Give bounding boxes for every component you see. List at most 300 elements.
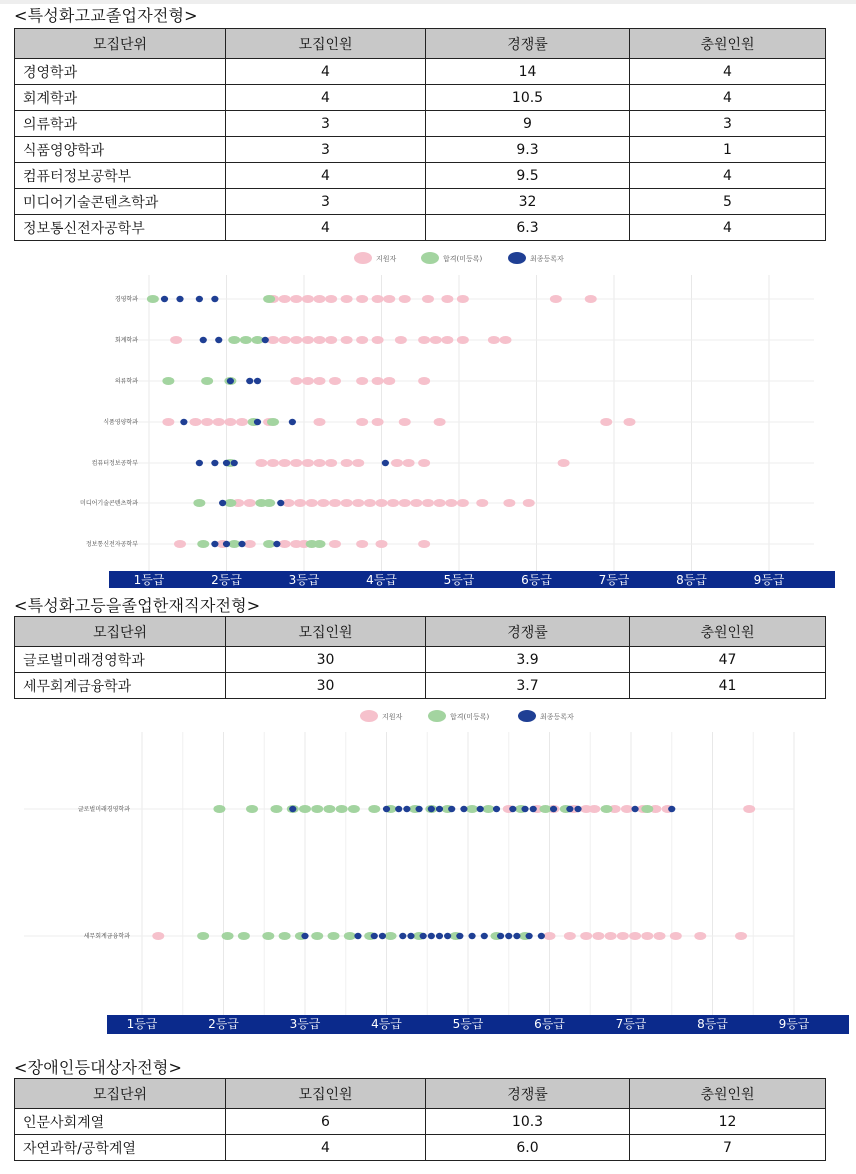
- header-unit: 모집단위: [15, 617, 226, 647]
- table-row: [15, 647, 826, 673]
- data-point: [255, 459, 267, 467]
- data-point: [314, 336, 326, 344]
- table-header-row: [15, 29, 826, 59]
- legend-label: 지원자: [382, 713, 403, 721]
- data-point: [376, 499, 388, 507]
- data-point: [223, 541, 230, 547]
- data-point: [477, 806, 484, 812]
- data-point: [176, 296, 183, 302]
- data-point: [238, 541, 245, 547]
- data-point: [468, 933, 475, 939]
- data-point: [457, 336, 469, 344]
- header-competition: 경쟁률: [426, 617, 630, 647]
- legend-label: 최종등록자: [530, 255, 564, 263]
- data-point: [654, 932, 666, 940]
- data-point: [231, 460, 238, 466]
- data-point: [418, 540, 430, 548]
- data-point: [314, 418, 326, 426]
- table-row: [15, 59, 826, 85]
- header-quota: 모집인원: [226, 1079, 426, 1109]
- data-point: [161, 296, 168, 302]
- cell-filled: 47: [630, 647, 826, 673]
- cell-filled: 1: [630, 137, 826, 163]
- data-point: [290, 336, 302, 344]
- cell-quota: 3: [226, 111, 426, 137]
- data-point: [311, 805, 323, 813]
- data-point: [323, 805, 335, 813]
- x-tick-label: 5등급: [443, 573, 475, 587]
- cell-filled: 5: [630, 189, 826, 215]
- data-point: [441, 336, 453, 344]
- data-point: [267, 418, 279, 426]
- data-point: [348, 805, 360, 813]
- data-point: [600, 418, 612, 426]
- table-disabled: [14, 1078, 826, 1161]
- data-point: [624, 418, 636, 426]
- table-row: [15, 137, 826, 163]
- data-point: [147, 295, 159, 303]
- data-point: [574, 806, 581, 812]
- table-row: [15, 1135, 826, 1161]
- data-point: [376, 540, 388, 548]
- data-point: [513, 933, 520, 939]
- data-point: [372, 295, 384, 303]
- data-point: [317, 499, 329, 507]
- data-point: [356, 418, 368, 426]
- data-point: [336, 805, 348, 813]
- header-competition: 경쟁률: [426, 1079, 630, 1109]
- data-point: [270, 805, 282, 813]
- data-point: [550, 295, 562, 303]
- data-point: [301, 933, 308, 939]
- table-row: [15, 673, 826, 699]
- data-point: [544, 932, 556, 940]
- table-row: [15, 1109, 826, 1135]
- data-point: [430, 336, 442, 344]
- x-tick-label: 8등급: [676, 573, 707, 587]
- data-point: [418, 377, 430, 385]
- data-point: [482, 805, 494, 813]
- cell-competition: 32: [426, 189, 630, 215]
- data-point: [197, 540, 209, 548]
- data-point: [521, 806, 528, 812]
- data-point: [262, 932, 274, 940]
- data-point: [601, 805, 613, 813]
- header-quota: 모집인원: [226, 29, 426, 59]
- category-label: 세무회계금융학과: [83, 933, 130, 940]
- x-tick-label: 3등급: [288, 573, 320, 587]
- header-filled: 충원인원: [630, 1079, 826, 1109]
- data-point: [476, 499, 488, 507]
- data-point: [314, 295, 326, 303]
- cell-quota: 6: [226, 1109, 426, 1135]
- cell-unit: 미디어기술콘텐츠학과: [15, 189, 226, 215]
- data-point: [356, 540, 368, 548]
- cell-competition: 14: [426, 59, 630, 85]
- data-point: [267, 459, 279, 467]
- cell-unit: 컴퓨터정보공학부: [15, 163, 226, 189]
- data-point: [395, 336, 407, 344]
- data-point: [356, 336, 368, 344]
- cell-filled: 12: [630, 1109, 826, 1135]
- cell-unit: 의류학과: [15, 111, 226, 137]
- data-point: [416, 806, 423, 812]
- legend-label: 지원자: [376, 255, 397, 263]
- x-tick-label: 9등급: [778, 1017, 810, 1031]
- data-point: [368, 805, 380, 813]
- data-point: [201, 418, 213, 426]
- data-point: [466, 805, 478, 813]
- data-point: [325, 459, 337, 467]
- section-title-vocational-graduates: <특성화고교졸업자전형>: [14, 6, 198, 25]
- legend-marker: [360, 710, 378, 722]
- data-point: [314, 377, 326, 385]
- cell-quota: 4: [226, 59, 426, 85]
- data-point: [246, 378, 253, 384]
- data-point: [371, 933, 378, 939]
- header-filled: 충원인원: [630, 29, 826, 59]
- category-label: 글로벌미래경영학과: [77, 806, 130, 813]
- data-point: [170, 336, 182, 344]
- x-tick-label: 6등급: [521, 573, 552, 587]
- cell-unit: 글로벌미래경영학과: [15, 647, 226, 673]
- data-point: [228, 336, 240, 344]
- data-point: [299, 805, 311, 813]
- data-point: [641, 805, 653, 813]
- data-point: [558, 459, 570, 467]
- header-filled: 충원인원: [630, 617, 826, 647]
- data-point: [244, 499, 256, 507]
- data-point: [668, 806, 675, 812]
- data-point: [364, 499, 376, 507]
- data-point: [197, 932, 209, 940]
- cell-filled: 4: [630, 215, 826, 241]
- x-tick-label: 2등급: [211, 573, 242, 587]
- cell-competition: 3.9: [426, 647, 630, 673]
- data-point: [383, 806, 390, 812]
- data-point: [306, 499, 318, 507]
- data-point: [273, 541, 280, 547]
- data-point: [328, 932, 340, 940]
- cell-filled: 41: [630, 673, 826, 699]
- data-point: [254, 419, 261, 425]
- x-tick-label: 1등급: [133, 573, 165, 587]
- data-point: [372, 377, 384, 385]
- section-title-disabled: <장애인등대상자전형>: [14, 1058, 183, 1077]
- chart-svg: [14, 245, 835, 588]
- data-point: [294, 499, 306, 507]
- category-label: 정보통신전자공학부: [85, 541, 138, 548]
- cell-competition: 9.5: [426, 163, 630, 189]
- data-point: [488, 336, 500, 344]
- x-tick-label: 4등급: [366, 573, 397, 587]
- cell-quota: 30: [226, 647, 426, 673]
- data-point: [743, 805, 755, 813]
- data-point: [434, 418, 446, 426]
- chart-svg: [14, 704, 849, 1034]
- data-point: [314, 540, 326, 548]
- data-point: [538, 933, 545, 939]
- cell-quota: 4: [226, 85, 426, 111]
- data-point: [279, 932, 291, 940]
- category-label: 미디어기술콘텐츠학과: [80, 500, 138, 507]
- data-point: [434, 499, 446, 507]
- table-row: [15, 85, 826, 111]
- data-point: [254, 378, 261, 384]
- legend-label: 합격(미등록): [450, 713, 490, 721]
- data-point: [418, 336, 430, 344]
- data-point: [219, 500, 226, 506]
- legend-marker: [354, 252, 372, 264]
- data-point: [344, 932, 356, 940]
- data-point: [162, 418, 174, 426]
- x-tick-label: 7등급: [615, 1017, 647, 1031]
- data-point: [227, 378, 234, 384]
- table-row: [15, 163, 826, 189]
- data-point: [422, 295, 434, 303]
- data-point: [382, 460, 389, 466]
- category-label: 컴퓨터정보공학부: [91, 460, 138, 467]
- data-point: [152, 932, 164, 940]
- cell-quota: 30: [226, 673, 426, 699]
- data-point: [500, 336, 512, 344]
- data-point: [410, 499, 422, 507]
- scatter-chart-employed-vocational: [14, 704, 849, 1034]
- data-point: [399, 499, 411, 507]
- cell-competition: 9.3: [426, 137, 630, 163]
- data-point: [418, 459, 430, 467]
- data-point: [262, 337, 269, 343]
- data-point: [289, 806, 296, 812]
- data-point: [588, 805, 600, 813]
- data-point: [211, 296, 218, 302]
- data-point: [605, 932, 617, 940]
- data-point: [403, 459, 415, 467]
- data-point: [617, 932, 629, 940]
- cell-quota: 4: [226, 215, 426, 241]
- data-point: [493, 806, 500, 812]
- data-point: [341, 336, 353, 344]
- data-point: [211, 541, 218, 547]
- scatter-chart-vocational-graduates: [14, 245, 835, 588]
- data-point: [224, 418, 236, 426]
- cell-quota: 3: [226, 137, 426, 163]
- data-point: [407, 933, 414, 939]
- data-point: [302, 336, 314, 344]
- x-tick-label: 8등급: [697, 1017, 728, 1031]
- data-point: [436, 806, 443, 812]
- cell-quota: 4: [226, 163, 426, 189]
- data-point: [445, 499, 457, 507]
- data-point: [277, 500, 284, 506]
- data-point: [236, 418, 248, 426]
- category-label: 의류학과: [114, 378, 138, 385]
- section-title-employed-vocational: <특성화고등을졸업한재직자전형>: [14, 596, 261, 615]
- data-point: [329, 499, 341, 507]
- table-row: [15, 215, 826, 241]
- data-point: [631, 806, 638, 812]
- x-tick-label: 5등급: [452, 1017, 484, 1031]
- data-point: [481, 933, 488, 939]
- data-point: [352, 499, 364, 507]
- data-point: [444, 933, 451, 939]
- table-employed-vocational: [14, 616, 826, 699]
- x-tick-label: 9등급: [753, 573, 785, 587]
- data-point: [403, 806, 410, 812]
- data-point: [436, 933, 443, 939]
- table-row: [15, 111, 826, 137]
- data-point: [694, 932, 706, 940]
- data-point: [289, 419, 296, 425]
- legend-marker: [508, 252, 526, 264]
- cell-competition: 9: [426, 111, 630, 137]
- data-point: [246, 805, 258, 813]
- data-point: [585, 295, 597, 303]
- data-point: [457, 295, 469, 303]
- data-point: [302, 459, 314, 467]
- data-point: [735, 932, 747, 940]
- data-point: [354, 933, 361, 939]
- data-point: [329, 377, 341, 385]
- data-point: [341, 499, 353, 507]
- table-header-row: [15, 617, 826, 647]
- data-point: [356, 295, 368, 303]
- data-point: [314, 459, 326, 467]
- data-point: [566, 806, 573, 812]
- data-point: [460, 806, 467, 812]
- data-point: [629, 932, 641, 940]
- data-point: [302, 295, 314, 303]
- legend-label: 최종등록자: [540, 713, 574, 721]
- data-point: [457, 499, 469, 507]
- data-point: [174, 540, 186, 548]
- data-point: [422, 499, 434, 507]
- data-point: [503, 499, 515, 507]
- data-point: [441, 295, 453, 303]
- data-point: [621, 805, 633, 813]
- data-point: [279, 336, 291, 344]
- table-row: [15, 189, 826, 215]
- x-tick-label: 7등급: [598, 573, 630, 587]
- cell-filled: 4: [630, 163, 826, 189]
- data-point: [395, 806, 402, 812]
- data-point: [290, 377, 302, 385]
- x-tick-label: 1등급: [126, 1017, 158, 1031]
- data-point: [399, 418, 411, 426]
- cell-competition: 10.3: [426, 1109, 630, 1135]
- data-point: [592, 932, 604, 940]
- cell-unit: 세무회계금융학과: [15, 673, 226, 699]
- data-point: [383, 295, 395, 303]
- data-point: [238, 932, 250, 940]
- header-quota: 모집인원: [226, 617, 426, 647]
- cell-filled: 4: [630, 59, 826, 85]
- data-point: [399, 933, 406, 939]
- cell-competition: 10.5: [426, 85, 630, 111]
- data-point: [428, 806, 435, 812]
- data-point: [290, 295, 302, 303]
- header-competition: 경쟁률: [426, 29, 630, 59]
- legend-marker: [518, 710, 536, 722]
- legend-label: 합격(미등록): [443, 255, 483, 263]
- x-tick-label: 2등급: [208, 1017, 239, 1031]
- cell-filled: 7: [630, 1135, 826, 1161]
- data-point: [240, 336, 252, 344]
- data-point: [190, 418, 202, 426]
- data-point: [329, 540, 341, 548]
- data-point: [196, 296, 203, 302]
- data-point: [391, 459, 403, 467]
- data-point: [379, 933, 386, 939]
- cell-unit: 정보통신전자공학부: [15, 215, 226, 241]
- data-point: [211, 460, 218, 466]
- data-point: [302, 377, 314, 385]
- data-point: [530, 806, 537, 812]
- header-unit: 모집단위: [15, 1079, 226, 1109]
- category-label: 경영학과: [114, 296, 138, 303]
- data-point: [213, 418, 225, 426]
- data-point: [539, 805, 551, 813]
- data-point: [200, 337, 207, 343]
- data-point: [290, 459, 302, 467]
- data-point: [279, 459, 291, 467]
- data-point: [580, 932, 592, 940]
- data-point: [341, 459, 353, 467]
- data-point: [670, 932, 682, 940]
- data-point: [201, 377, 213, 385]
- cell-unit: 자연과학/공학계열: [15, 1135, 226, 1161]
- data-point: [641, 932, 653, 940]
- data-point: [399, 295, 411, 303]
- legend-marker: [421, 252, 439, 264]
- data-point: [193, 499, 205, 507]
- data-point: [279, 295, 291, 303]
- cell-quota: 3: [226, 189, 426, 215]
- data-point: [196, 460, 203, 466]
- data-point: [385, 932, 397, 940]
- category-label: 회계학과: [114, 337, 138, 344]
- data-point: [387, 499, 399, 507]
- data-point: [352, 459, 364, 467]
- data-point: [325, 336, 337, 344]
- header-unit: 모집단위: [15, 29, 226, 59]
- data-point: [263, 295, 275, 303]
- table-vocational-graduates: [14, 28, 826, 241]
- data-point: [223, 460, 230, 466]
- data-point: [526, 933, 533, 939]
- x-tick-label: 4등급: [371, 1017, 402, 1031]
- cell-unit: 식품영양학과: [15, 137, 226, 163]
- data-point: [564, 932, 576, 940]
- cell-competition: 3.7: [426, 673, 630, 699]
- cell-competition: 6.3: [426, 215, 630, 241]
- cell-filled: 4: [630, 85, 826, 111]
- data-point: [162, 377, 174, 385]
- cell-unit: 경영학과: [15, 59, 226, 85]
- data-point: [497, 933, 504, 939]
- cell-quota: 4: [226, 1135, 426, 1161]
- cell-filled: 3: [630, 111, 826, 137]
- data-point: [523, 499, 535, 507]
- data-point: [456, 933, 463, 939]
- data-point: [215, 337, 222, 343]
- data-point: [213, 805, 225, 813]
- table-header-row: [15, 1079, 826, 1109]
- data-point: [341, 295, 353, 303]
- data-point: [372, 336, 384, 344]
- data-point: [505, 933, 512, 939]
- data-point: [509, 806, 516, 812]
